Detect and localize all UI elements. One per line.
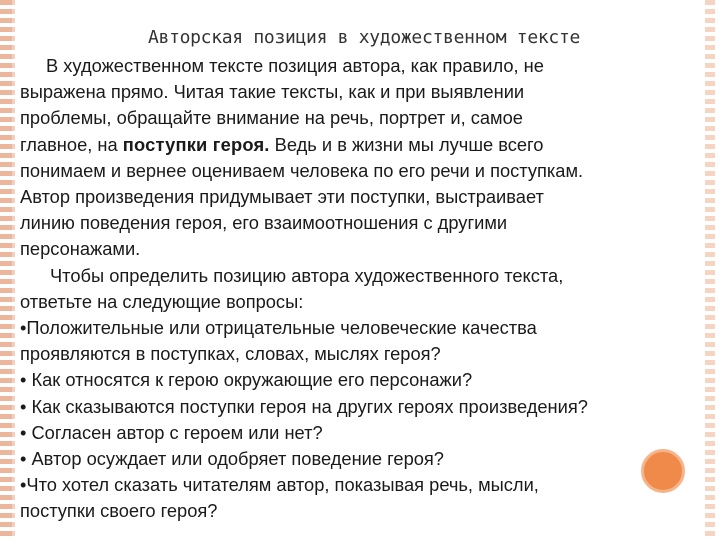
para1-line7: линию поведения героя, его взаимоотношения с другими (20, 212, 508, 234)
left-inner-border (12, 0, 15, 540)
para1-line1: В художественном тексте позиция автора, как правило, не (46, 55, 544, 76)
bullet-6-line1: •Что хотел сказать читателям автор, показывая речь, мысли, (20, 474, 539, 496)
para1-line4-end: Ведь и в жизни мы лучше всего (269, 133, 544, 155)
bullet-1-line2: проявляются в поступках, словах, мыслях героя? (20, 343, 441, 365)
decorative-circle-icon (641, 449, 685, 493)
bullet-2: • Как относятся к герою окружающие его персонажи? (20, 369, 473, 391)
bullet-1-line1: •Положительные или отрицательные человеческие качества (20, 317, 537, 339)
para2-line1: Чтобы определить позицию автора художественного текста, (50, 264, 564, 286)
para2-line2: ответьте на следующие вопросы: (20, 290, 304, 312)
para1-line6: Автор произведения придумывает эти поступки, выстраивает (20, 186, 544, 208)
para1-line3: проблемы, обращайте внимание на речь, портрет и, самое (20, 107, 523, 129)
bullet-3: • Как сказываются поступки героя на других героях произведения? (20, 395, 588, 417)
para1-line5: понимаем и вернее оцениваем человека по его речи и поступкам. (20, 159, 584, 181)
para1-line4 (20, 132, 710, 158)
para1-line4-start: главное, на (20, 133, 123, 155)
para1-line2: выражена прямо. Читая такие тексты, как и при выявлении (20, 81, 525, 103)
bullet-5: • Автор осуждает или одобряет поведение героя? (20, 448, 444, 470)
slide-title: Авторская позиция в художественном тексте (148, 27, 581, 48)
bullet-6-line2: поступки своего героя? (20, 500, 218, 522)
emphasis-text: поступки героя. (122, 133, 270, 155)
bullet-4: • Согласен автор с героем или нет? (20, 421, 323, 443)
para1-line8: персонажами. (20, 238, 141, 260)
slide-body (20, 53, 710, 525)
left-dashed-border (0, 0, 12, 540)
